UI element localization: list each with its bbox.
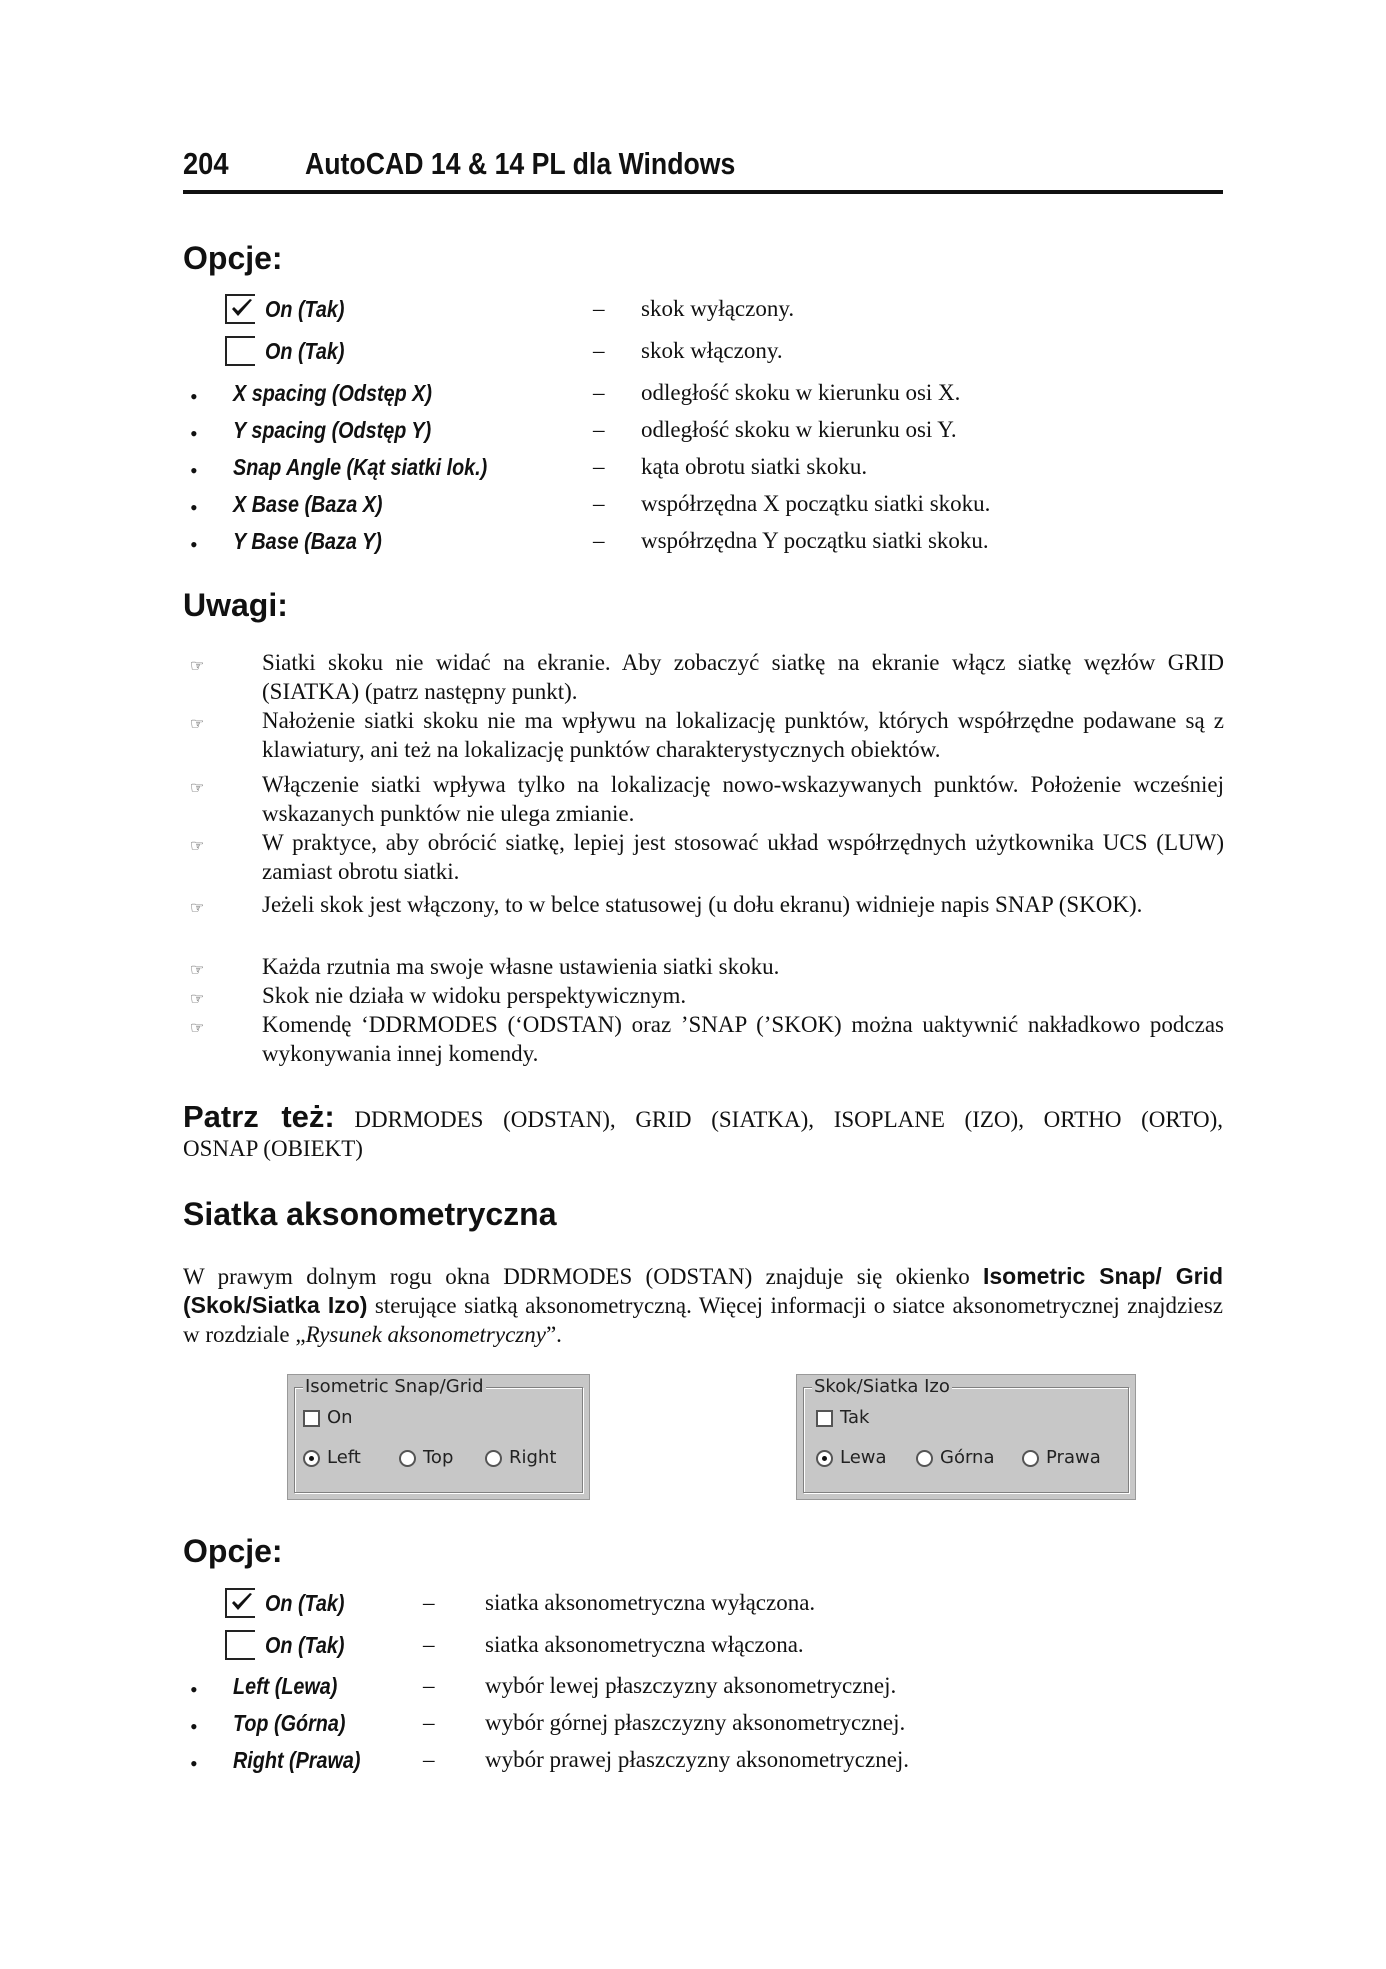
see-also bbox=[183, 1099, 1223, 1163]
skok-siatka-izo-dialog bbox=[796, 1374, 1136, 1500]
bullet-icon: • bbox=[190, 421, 198, 446]
page-number: 204 bbox=[183, 146, 229, 181]
option-dash: – bbox=[423, 1590, 435, 1615]
note-text: Włączenie siatki wpływa tylko na lokalizację nowo-wskazywanych punktów. Położenie wcześniej wskazanych punktów nie ulega zmianie. bbox=[262, 772, 1224, 826]
note-text: Jeżeli skok jest włączony, to w belce statusowej (u dołu ekranu) widnieje napis SNAP (SKOK). bbox=[262, 892, 1143, 917]
option-term: On (Tak) bbox=[265, 338, 345, 364]
note-text: Skok nie działa w widoku perspektywicznym. bbox=[262, 983, 687, 1008]
note-item bbox=[190, 706, 1224, 764]
gorna-radio[interactable] bbox=[916, 1450, 933, 1467]
note-item bbox=[190, 952, 1224, 981]
on-checkbox[interactable] bbox=[303, 1410, 320, 1427]
bullet-icon: • bbox=[190, 1714, 198, 1739]
bullet-icon: • bbox=[190, 458, 198, 483]
lewa-radio[interactable] bbox=[816, 1450, 833, 1467]
isometric-paragraph bbox=[183, 1262, 1223, 1349]
option-dash: – bbox=[593, 454, 605, 479]
see-also-label: Patrz też: bbox=[183, 1099, 335, 1134]
option-dash: – bbox=[593, 296, 605, 321]
prawa-label: Prawa bbox=[1046, 1447, 1101, 1468]
para-text: W prawym dolnym rogu okna DDRMODES (ODSTAN) znajduje się okienko bbox=[183, 1264, 983, 1289]
option-dash: – bbox=[423, 1710, 435, 1735]
book-title: AutoCAD 14 & 14 PL dla Windows bbox=[305, 146, 736, 181]
option-dash: – bbox=[423, 1632, 435, 1657]
running-header bbox=[183, 146, 1223, 194]
pointing-hand-icon: ☞ bbox=[190, 716, 205, 733]
note-text: Każda rzutnia ma swoje własne ustawienia siatki skoku. bbox=[262, 954, 780, 979]
lewa-label: Lewa bbox=[840, 1447, 887, 1468]
note-text: Siatki skoku nie widać na ekranie. Aby zobaczyć siatkę na ekranie włącz siatkę węzłów GRID (SIATKA) (patrz następny punkt). bbox=[262, 650, 1224, 704]
note-text: Nałożenie siatki skoku nie ma wpływu na lokalizację punktów, których współrzędne podawane są z klawiatury, ani też na lokalizację punktów charakterystycznych obiektów. bbox=[262, 708, 1224, 762]
see-also-text: DDRMODES (ODSTAN), GRID (SIATKA), ISOPLANE (IZO), ORTHO (ORTO), bbox=[354, 1107, 1223, 1132]
options-heading: Opcje: bbox=[183, 240, 283, 276]
option-term: On (Tak) bbox=[265, 1632, 345, 1658]
option-description: odległość skoku w kierunku osi Y. bbox=[641, 417, 957, 442]
option-term: Snap Angle (Kąt siatki lok.) bbox=[233, 454, 488, 480]
option-description: współrzędna X początku siatki skoku. bbox=[641, 491, 991, 516]
option-dash: – bbox=[423, 1673, 435, 1698]
option-description: siatka aksonometryczna włączona. bbox=[485, 1632, 804, 1657]
gorna-label: Górna bbox=[940, 1447, 995, 1468]
group-box bbox=[294, 1376, 583, 1493]
bullet-icon: • bbox=[190, 532, 198, 557]
see-also-text-2: OSNAP (OBIEKT) bbox=[183, 1136, 363, 1161]
option-description: siatka aksonometryczna wyłączona. bbox=[485, 1590, 816, 1615]
option-description: skok włączony. bbox=[641, 338, 783, 363]
option-description: wybór prawej płaszczyzny aksonometrycznej. bbox=[485, 1747, 910, 1772]
pointing-hand-icon: ☞ bbox=[190, 1020, 205, 1037]
option-term: X spacing (Odstęp X) bbox=[233, 380, 432, 406]
option-term: Top (Górna) bbox=[233, 1710, 346, 1736]
option-description: odległość skoku w kierunku osi X. bbox=[641, 380, 961, 405]
notes-heading: Uwagi: bbox=[183, 587, 288, 623]
bullet-icon: • bbox=[190, 495, 198, 520]
left-radio[interactable] bbox=[303, 1450, 320, 1467]
checkbox-empty-icon bbox=[225, 336, 255, 366]
option-description: współrzędna Y początku siatki skoku. bbox=[641, 528, 989, 553]
top-radio[interactable] bbox=[399, 1450, 416, 1467]
checkbox-empty-icon bbox=[225, 1630, 255, 1660]
option-dash: – bbox=[593, 338, 605, 363]
option-description: skok wyłączony. bbox=[641, 296, 795, 321]
note-item bbox=[190, 981, 1224, 1010]
left-label: Left bbox=[327, 1447, 361, 1468]
option-dash: – bbox=[593, 491, 605, 516]
option-description: wybór górnej płaszczyzny aksonometrycznej. bbox=[485, 1710, 906, 1735]
option-term: Y Base (Baza Y) bbox=[233, 528, 382, 554]
option-term: On (Tak) bbox=[265, 1590, 345, 1616]
option-description: wybór lewej płaszczyzny aksonometrycznej. bbox=[485, 1673, 897, 1698]
note-item bbox=[190, 890, 1224, 919]
group-title: Skok/Siatka Izo bbox=[814, 1376, 950, 1397]
option-dash: – bbox=[423, 1747, 435, 1772]
prawa-radio[interactable] bbox=[1022, 1450, 1039, 1467]
top-label: Top bbox=[423, 1447, 454, 1468]
option-dash: – bbox=[593, 417, 605, 442]
checkbox-checked-icon bbox=[225, 294, 255, 324]
group-title: Isometric Snap/Grid bbox=[305, 1376, 484, 1397]
pointing-hand-icon: ☞ bbox=[190, 900, 205, 917]
bullet-icon: • bbox=[190, 1751, 198, 1776]
pointing-hand-icon: ☞ bbox=[190, 962, 205, 979]
option-term: Right (Prawa) bbox=[233, 1747, 361, 1773]
pointing-hand-icon: ☞ bbox=[190, 780, 205, 797]
option-dash: – bbox=[593, 528, 605, 553]
para-bold: Isometric Snap/ Grid (Skok/Siatka Izo) bbox=[183, 1263, 1223, 1318]
option-dash: – bbox=[593, 380, 605, 405]
right-radio[interactable] bbox=[485, 1450, 502, 1467]
option-term: On (Tak) bbox=[265, 296, 345, 322]
group-box bbox=[803, 1376, 1129, 1493]
note-item bbox=[190, 1010, 1224, 1068]
on-label: On bbox=[327, 1407, 353, 1428]
option-term: Y spacing (Odstęp Y) bbox=[233, 417, 432, 443]
isometric-heading: Siatka aksonometryczna bbox=[183, 1196, 557, 1232]
option-description: kąta obrotu siatki skoku. bbox=[641, 454, 868, 479]
tak-label: Tak bbox=[840, 1407, 870, 1428]
option-term: X Base (Baza X) bbox=[233, 491, 383, 517]
option-term: Left (Lewa) bbox=[233, 1673, 338, 1699]
note-item bbox=[190, 648, 1224, 706]
pointing-hand-icon: ☞ bbox=[190, 658, 205, 675]
bullet-icon: • bbox=[190, 384, 198, 409]
para-text-3: ”. bbox=[545, 1322, 562, 1347]
para-text-2: sterujące siatką aksonometryczną. Więcej informacji o siatce aksonometrycznej znajdziesz w rozdziale „ bbox=[183, 1293, 1223, 1347]
note-text: W praktyce, aby obrócić siatkę, lepiej jest stosować układ współrzędnych użytkownika UCS (LUW) zamiast obrotu siatki. bbox=[262, 830, 1224, 884]
pointing-hand-icon: ☞ bbox=[190, 991, 205, 1008]
note-item bbox=[190, 770, 1224, 828]
isometric-snap-grid-dialog bbox=[287, 1374, 590, 1500]
tak-checkbox[interactable] bbox=[816, 1410, 833, 1427]
right-label: Right bbox=[509, 1447, 557, 1468]
para-italic: Rysunek aksonometryczny bbox=[305, 1322, 546, 1347]
note-text: Komendę ‘DDRMODES (‘ODSTAN) oraz ’SNAP (’SKOK) można uaktywnić nakładkowo podczas wykonywania innej komendy. bbox=[262, 1012, 1224, 1066]
bullet-icon: • bbox=[190, 1677, 198, 1702]
options-heading-2: Opcje: bbox=[183, 1533, 283, 1569]
pointing-hand-icon: ☞ bbox=[190, 838, 205, 855]
checkbox-checked-icon bbox=[225, 1588, 255, 1618]
note-item bbox=[190, 828, 1224, 886]
